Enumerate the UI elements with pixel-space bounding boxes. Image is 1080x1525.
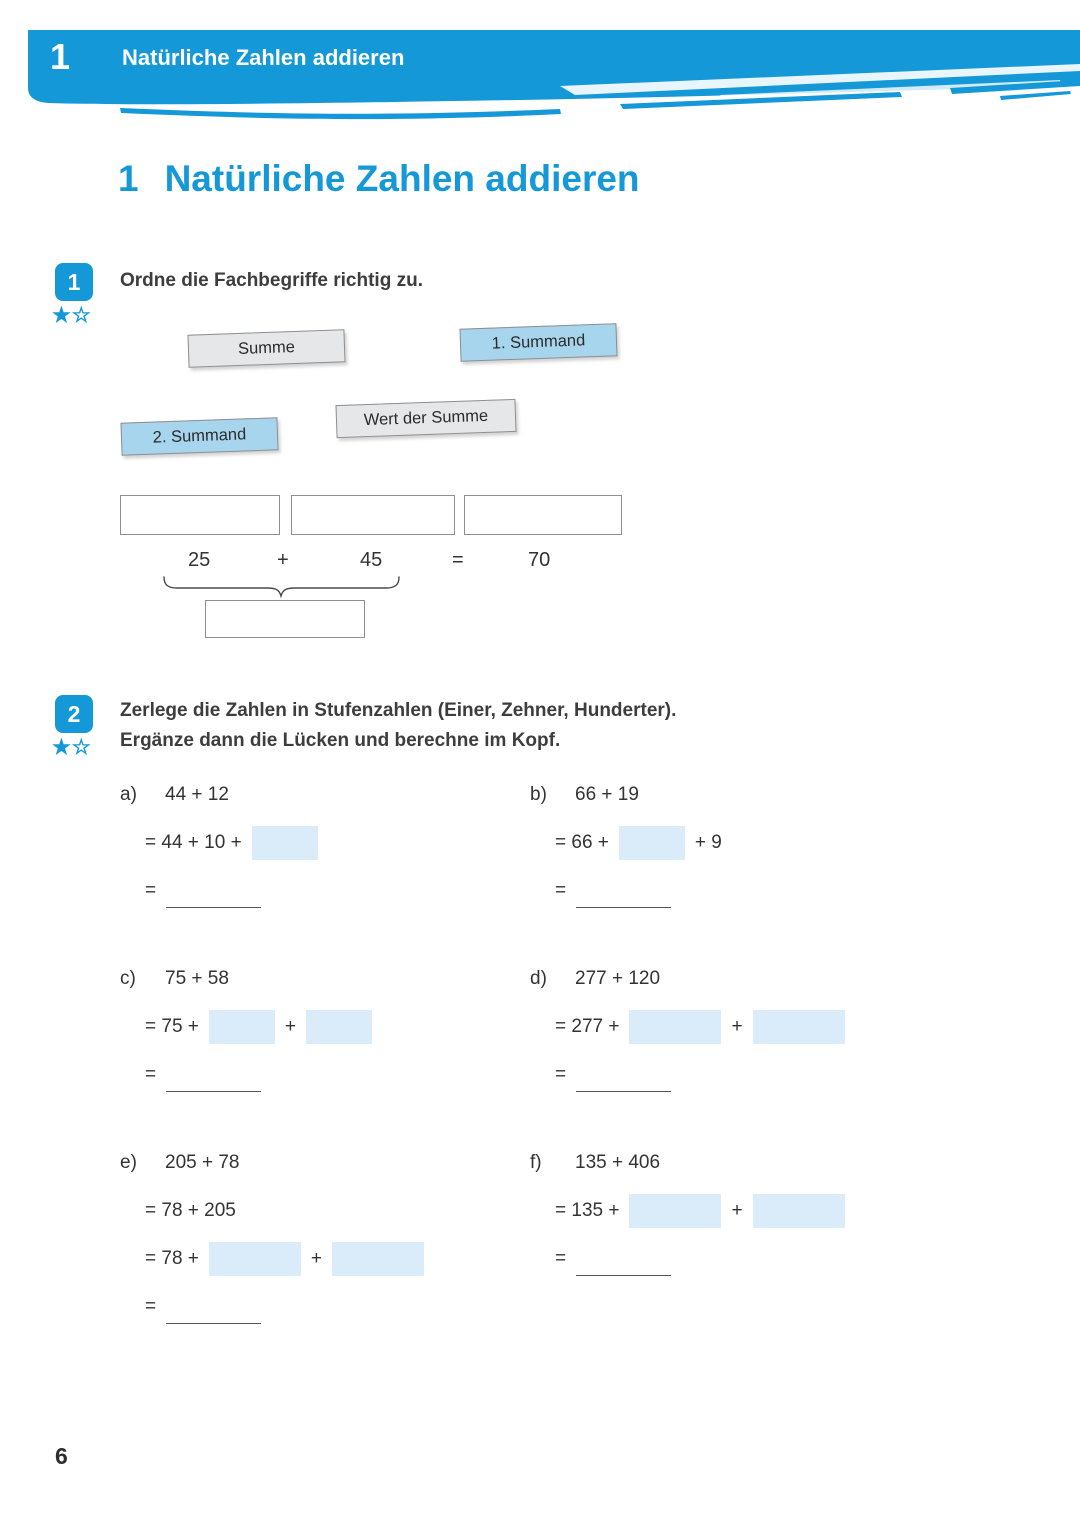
- answer-blank[interactable]: [209, 1242, 301, 1276]
- answer-blank[interactable]: [619, 826, 685, 860]
- step-text: = 78 + 205: [145, 1200, 236, 1221]
- exercise1-badge: 1: [55, 263, 93, 301]
- item-step-line: [120, 874, 530, 908]
- chapter-title: Natürliche Zahlen addieren: [122, 45, 405, 70]
- equation-plus: +: [277, 549, 289, 571]
- step-text: +: [731, 1200, 743, 1221]
- item-step-line: [120, 1242, 530, 1276]
- term-chip-1-summand[interactable]: 1. Summand: [459, 323, 617, 361]
- item-step-line: [530, 1194, 960, 1228]
- answer-blank[interactable]: [252, 826, 318, 860]
- step-text: =: [555, 1248, 567, 1269]
- item-step-line: [530, 1058, 960, 1092]
- answer-line[interactable]: [576, 1245, 671, 1276]
- step-text: + 9: [694, 832, 722, 853]
- answer-line[interactable]: [576, 877, 671, 908]
- item-head: [530, 1146, 960, 1180]
- item-step-line: [530, 826, 960, 860]
- exercise2-item-b: [530, 778, 960, 922]
- item-problem: 135 + 406: [575, 1152, 661, 1173]
- item-letter: a): [120, 784, 137, 805]
- answer-blank[interactable]: [753, 1194, 845, 1228]
- exercise2-badge: 2: [55, 695, 93, 733]
- page-title-number: 1: [118, 158, 139, 199]
- answer-blank[interactable]: [629, 1194, 721, 1228]
- page-title-text: Natürliche Zahlen addieren: [164, 158, 640, 199]
- answer-slot-sum[interactable]: [205, 600, 365, 638]
- item-step-line: [530, 874, 960, 908]
- answer-slot-2[interactable]: [291, 495, 455, 535]
- exercise1-difficulty-stars: ★☆: [52, 304, 92, 327]
- item-step-line: [120, 1058, 530, 1092]
- exercise2-item-e: [120, 1146, 530, 1338]
- answer-slot-1[interactable]: [120, 495, 280, 535]
- step-text: +: [284, 1016, 296, 1037]
- item-step-line: [120, 1194, 530, 1228]
- exercise2-instruction-line2: Ergänze dann die Lücken und berechne im Kopf.: [120, 730, 561, 751]
- item-letter: e): [120, 1152, 137, 1173]
- item-letter: b): [530, 784, 547, 805]
- step-text: = 66 +: [555, 832, 609, 853]
- step-text: = 44 + 10 +: [145, 832, 242, 853]
- item-problem: 75 + 58: [165, 968, 229, 989]
- answer-line[interactable]: [576, 1061, 671, 1092]
- answer-slot-3[interactable]: [464, 495, 622, 535]
- step-text: =: [145, 880, 157, 901]
- step-text: = 277 +: [555, 1016, 620, 1037]
- step-text: = 75 +: [145, 1016, 199, 1037]
- item-problem: 66 + 19: [575, 784, 639, 805]
- item-problem: 205 + 78: [165, 1152, 240, 1173]
- step-text: =: [555, 880, 567, 901]
- chapter-number: 1: [50, 36, 71, 77]
- item-head: [530, 962, 960, 996]
- item-letter: f): [530, 1152, 542, 1173]
- exercise2-item-f: [530, 1146, 960, 1338]
- equation-operand1: 25: [188, 549, 211, 571]
- grouping-brace: [163, 576, 400, 602]
- item-letter: c): [120, 968, 136, 989]
- item-head: [120, 778, 530, 812]
- exercise2-difficulty-stars: ★☆: [52, 736, 92, 759]
- step-text: +: [731, 1016, 743, 1037]
- step-text: +: [310, 1248, 322, 1269]
- item-head: [120, 1146, 530, 1180]
- item-step-line: [120, 1290, 530, 1324]
- exercise1-instruction: Ordne die Fachbegriffe richtig zu.: [120, 270, 423, 291]
- answer-line[interactable]: [166, 877, 261, 908]
- step-text: =: [145, 1064, 157, 1085]
- term-chip-wert-der-summe[interactable]: Wert der Summe: [335, 399, 516, 438]
- equation-result: 70: [528, 549, 551, 571]
- term-chip-summe[interactable]: Summe: [187, 329, 345, 367]
- step-text: =: [145, 1296, 157, 1317]
- item-step-line: [120, 1010, 530, 1044]
- step-text: =: [555, 1064, 567, 1085]
- answer-blank[interactable]: [306, 1010, 372, 1044]
- exercise2-item-c: [120, 962, 530, 1106]
- item-problem: 44 + 12: [165, 784, 229, 805]
- exercise2-item-a: [120, 778, 530, 922]
- item-problem: 277 + 120: [575, 968, 661, 989]
- equation-operand2: 45: [360, 549, 383, 571]
- item-step-line: [530, 1242, 960, 1276]
- page-title: [118, 158, 640, 200]
- equation-equals: =: [452, 549, 464, 571]
- answer-blank[interactable]: [332, 1242, 424, 1276]
- exercise2-instruction-line1: Zerlege die Zahlen in Stufenzahlen (Einer, Zehner, Hunderter).: [120, 700, 677, 721]
- step-text: = 135 +: [555, 1200, 620, 1221]
- item-letter: d): [530, 968, 547, 989]
- answer-blank[interactable]: [209, 1010, 275, 1044]
- exercise2-item-d: [530, 962, 960, 1106]
- answer-blank[interactable]: [629, 1010, 721, 1044]
- step-text: = 78 +: [145, 1248, 199, 1269]
- page-number: 6: [55, 1443, 68, 1469]
- exercise2-items: [120, 778, 1040, 1338]
- term-chip-2-summand[interactable]: 2. Summand: [120, 417, 278, 455]
- item-step-line: [530, 1010, 960, 1044]
- answer-line[interactable]: [166, 1061, 261, 1092]
- item-head: [530, 778, 960, 812]
- answer-blank[interactable]: [753, 1010, 845, 1044]
- answer-line[interactable]: [166, 1293, 261, 1324]
- item-head: [120, 962, 530, 996]
- item-step-line: [120, 826, 530, 860]
